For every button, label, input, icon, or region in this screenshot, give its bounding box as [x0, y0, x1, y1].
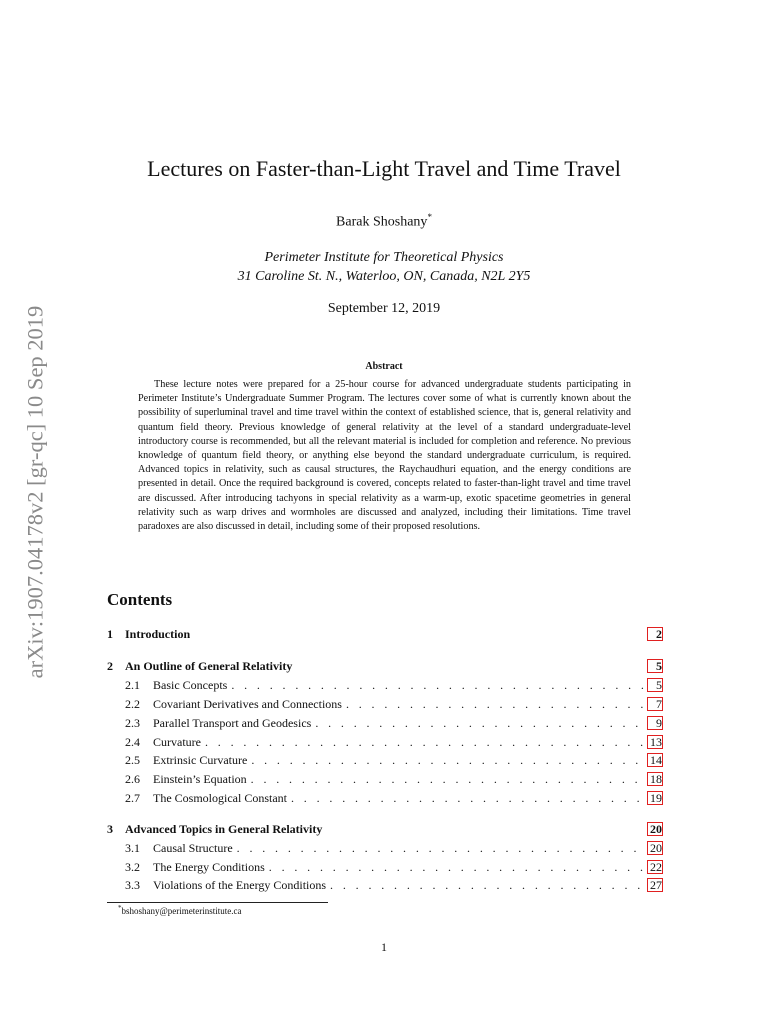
toc-page-link[interactable]: 2: [647, 627, 663, 641]
page-number: 1: [381, 940, 387, 954]
toc-number: 2.1: [125, 678, 140, 692]
toc-number: 2.6: [125, 772, 140, 786]
affiliation: [0, 248, 768, 286]
toc-title: Einstein’s Equation: [153, 772, 247, 786]
toc-page-link[interactable]: 20: [647, 822, 663, 836]
toc-leader: [330, 878, 647, 893]
toc-entry-2-7[interactable]: [107, 791, 663, 808]
toc-page-link[interactable]: 5: [647, 678, 663, 692]
author-name: Barak Shoshany: [336, 214, 428, 230]
toc-title: Parallel Transport and Geodesics: [153, 716, 312, 730]
toc-title: An Outline of General Relativity: [125, 659, 293, 673]
toc-entry-2-4[interactable]: [107, 735, 663, 752]
paper-date: September 12, 2019: [327, 301, 441, 316]
toc-number: 2: [107, 659, 113, 673]
toc-entry-2[interactable]: [107, 659, 663, 676]
toc-entry-2-2[interactable]: [107, 697, 663, 714]
toc-number: 3.2: [125, 860, 140, 874]
toc-title: Introduction: [125, 627, 191, 641]
footnote: [118, 904, 242, 916]
toc-number: 3.3: [125, 878, 140, 892]
toc-number: 3: [107, 822, 113, 836]
toc-number: 2.7: [125, 791, 140, 805]
toc-page-link[interactable]: 13: [647, 735, 663, 749]
toc-entry-3[interactable]: [107, 822, 663, 839]
toc-entry-3-3[interactable]: [107, 878, 663, 895]
toc-number: 2.3: [125, 716, 140, 730]
toc-number: 2.2: [125, 697, 140, 711]
footnote-mark: *: [118, 904, 122, 912]
toc-number: 1: [107, 627, 113, 641]
footnote-email[interactable]: bshoshany@perimeterinstitute.ca: [121, 906, 242, 916]
toc-number: 2.4: [125, 735, 140, 749]
toc-entry-3-2[interactable]: [107, 860, 663, 877]
toc-page-link[interactable]: 27: [647, 878, 663, 892]
footnote-rule: [107, 902, 328, 903]
paper-title: Lectures on Faster-than-Light Travel and Time Travel: [147, 156, 621, 181]
toc-leader: [231, 678, 647, 693]
contents-heading: Contents: [107, 590, 173, 609]
arxiv-identifier-text: arXiv:1907.04178v2 [gr-qc] 10 Sep 2019: [22, 305, 47, 679]
toc-leader: [269, 860, 647, 875]
toc-entry-2-5[interactable]: [107, 753, 663, 770]
toc-entry-2-6[interactable]: [107, 772, 663, 789]
toc-number: 3.1: [125, 841, 140, 855]
toc-title: Basic Concepts: [153, 678, 228, 692]
toc-page-link[interactable]: 7: [647, 697, 663, 711]
author-footnote-mark: *: [427, 212, 432, 222]
toc-leader: [237, 841, 647, 856]
toc-page-link[interactable]: 14: [647, 753, 663, 767]
toc-title: Causal Structure: [153, 841, 233, 855]
affiliation-address: 31 Caroline St. N., Waterloo, ON, Canada, N2L 2Y5: [237, 269, 531, 284]
toc-title: Curvature: [153, 735, 201, 749]
affiliation-institute: Perimeter Institute for Theoretical Physics: [264, 250, 504, 265]
toc-leader: [205, 735, 647, 750]
toc-title: The Energy Conditions: [153, 860, 265, 874]
arxiv-identifier-stamp: [20, 282, 50, 702]
toc-title: Advanced Topics in General Relativity: [125, 822, 323, 836]
abstract-heading: Abstract: [365, 361, 403, 372]
toc-leader: [291, 791, 647, 806]
toc-number: 2.5: [125, 753, 140, 767]
toc-title: Extrinsic Curvature: [153, 753, 248, 767]
toc-page-link[interactable]: 20: [647, 841, 663, 855]
toc-entry-2-3[interactable]: [107, 716, 663, 733]
abstract-text: These lecture notes were prepared for a 25-hour course for advanced undergraduate students participating in Perimeter Institute’s Undergraduate Summer Program. The lectures cover some of what is currently known about the possibility of superluminal travel and time travel within the context of established science, that is, general relativity and quantum field theory. Previous knowledge of general relativity at the level of a standard undergraduate-level introductory course is recommended, but all the relevant material is included for completion and reference. No previous knowledge of quantum field theory, or anything else beyond the standard undergraduate curriculum, is required. Advanced topics in relativity, such as causal structures, the Raychaudhuri equation, and the energy conditions are presented in detail. Once the required background is covered, concepts related to faster-than-light travel and time travel are discussed. After introducing tachyons in special relativity as a warm-up, exotic spacetime geometries in general relativity such as warp drives and wormholes are discussed and analyzed, including their limitations. Time travel paradoxes are also discussed in detail, including some of their proposed resolutions.: [138, 379, 631, 533]
toc-page-link[interactable]: 18: [647, 772, 663, 786]
toc-entry-1[interactable]: [107, 627, 663, 644]
toc-page-link[interactable]: 19: [647, 791, 663, 805]
toc-leader: [315, 716, 647, 731]
toc-leader: [251, 772, 647, 787]
toc-page-link[interactable]: 9: [647, 716, 663, 730]
toc-leader: [251, 753, 647, 768]
toc-title: The Cosmological Constant: [153, 791, 287, 805]
toc-title: Covariant Derivatives and Connections: [153, 697, 342, 711]
toc-leader: [346, 697, 647, 712]
author-line: [0, 212, 768, 231]
toc-page-link[interactable]: 5: [647, 659, 663, 673]
toc-entry-3-1[interactable]: [107, 841, 663, 858]
toc-page-link[interactable]: 22: [647, 860, 663, 874]
toc-title: Violations of the Energy Conditions: [153, 878, 327, 892]
toc-entry-2-1[interactable]: [107, 678, 663, 695]
